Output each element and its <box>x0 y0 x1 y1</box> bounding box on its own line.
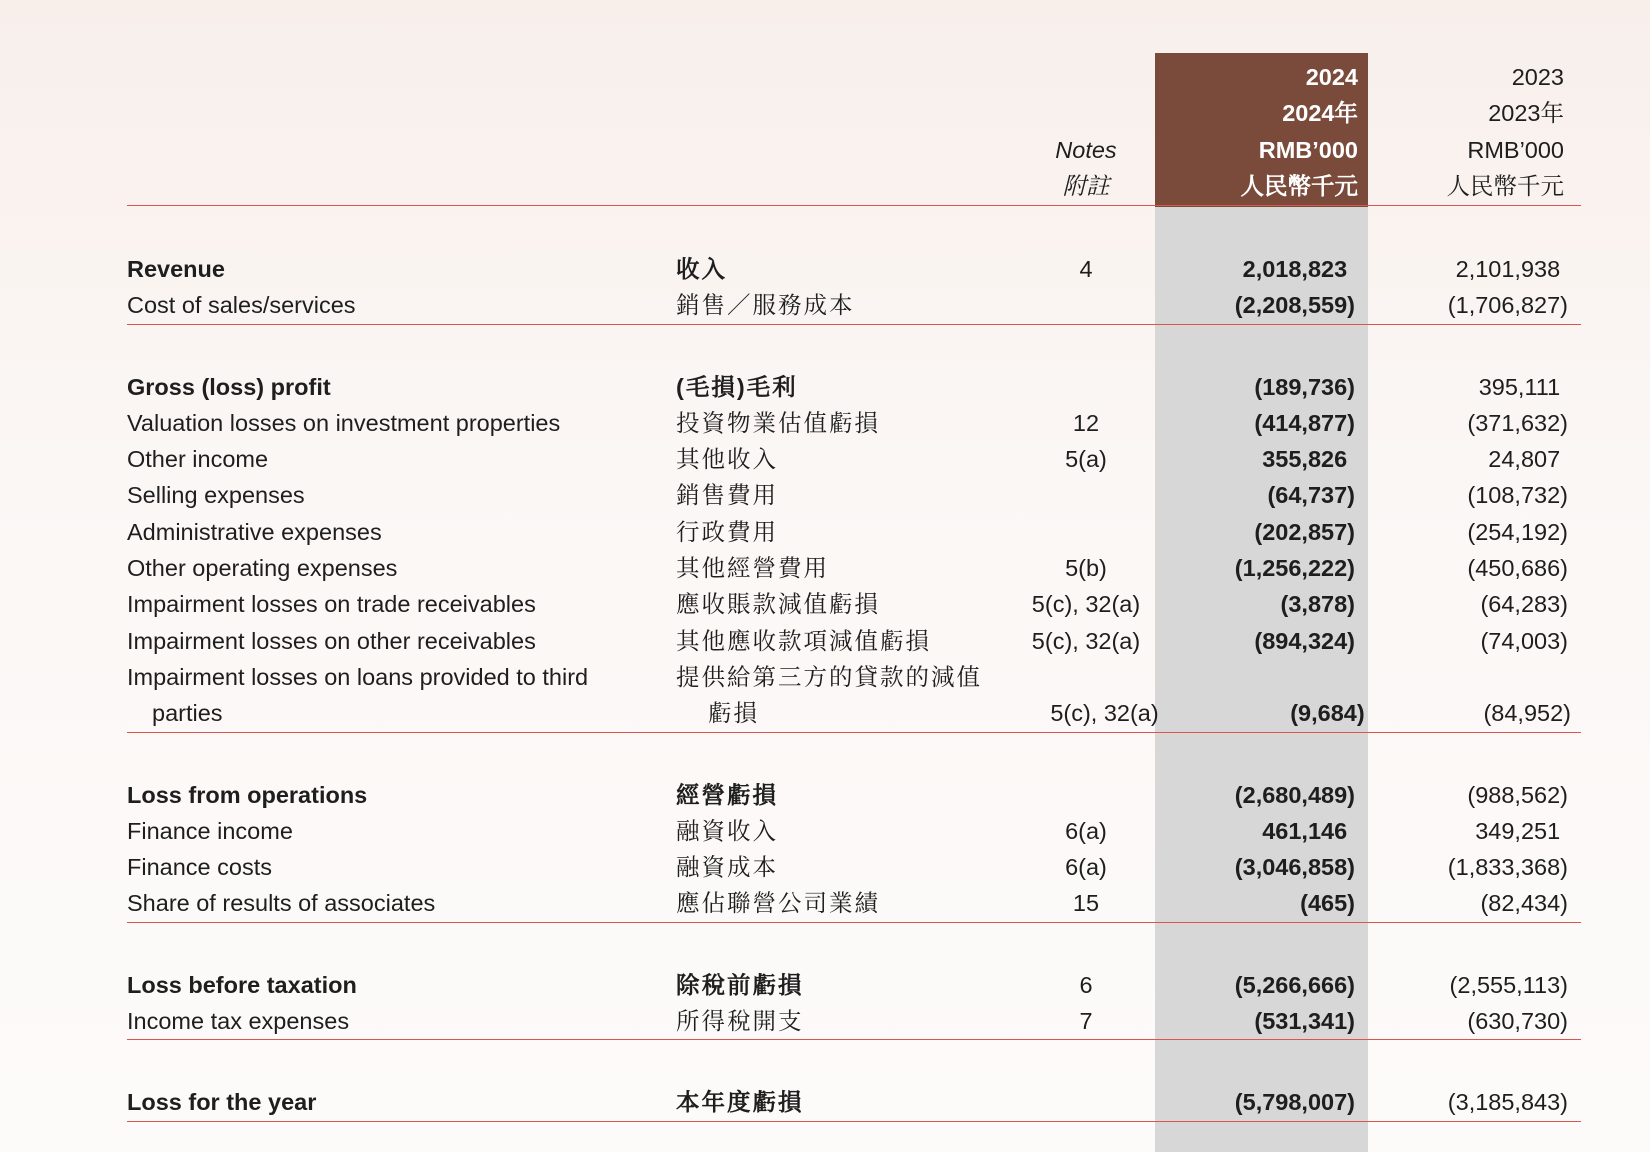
line-item-label: Share of results of associates <box>127 890 436 917</box>
prior-year-value-text: (630,730) <box>1467 1008 1568 1035</box>
note-reference: 5(c), 32(a) <box>1031 627 1141 654</box>
prior-year-value-text: (450,686) <box>1467 555 1568 582</box>
current-year-value-text: (465) <box>1300 890 1355 917</box>
note-reference <box>1020 369 1152 405</box>
prior-year-value <box>1365 405 1578 441</box>
row-group <box>127 733 1581 923</box>
prior-year-value-text: 24,807 <box>1488 446 1561 473</box>
current-year-value <box>1152 849 1365 885</box>
prior-year-value <box>1375 695 1581 731</box>
prior-year-value-text: (82,434) <box>1480 890 1568 917</box>
prior-year-value <box>1365 885 1578 921</box>
current-year-value <box>1152 405 1365 441</box>
current-year-header <box>1155 59 1358 204</box>
line-item-label: Income tax expenses <box>127 1008 350 1035</box>
current-year-value <box>1152 514 1365 550</box>
line-item-label-zh: 銷售費用 <box>676 482 778 509</box>
note-reference <box>1020 777 1152 813</box>
notes-header-zh: 附註 <box>1062 172 1110 199</box>
line-item-label: Selling expenses <box>127 482 305 509</box>
current-year-value-text: (3,046,858) <box>1234 854 1355 881</box>
current-year-value <box>1152 813 1365 849</box>
notes-header-en: Notes <box>1055 136 1117 163</box>
prior-year-value <box>1365 967 1578 1003</box>
current-year-value <box>1152 623 1365 659</box>
current-year-value-text: (64,737) <box>1267 482 1355 509</box>
current-year-value <box>1152 885 1365 921</box>
line-item-label: Finance income <box>127 817 293 844</box>
row-group <box>127 325 1581 733</box>
prior-year-value-text: (3,185,843) <box>1447 1089 1568 1116</box>
current-year-value-text: (894,324) <box>1254 627 1355 654</box>
line-item-label-zh: 應收賬款減值虧損 <box>676 591 880 618</box>
prior-year-value <box>1365 477 1578 513</box>
line-item-label-zh: 應佔聯營公司業績 <box>676 890 880 917</box>
note-reference: 7 <box>1079 1008 1093 1035</box>
line-item-label: Administrative expenses <box>127 518 382 545</box>
line-item-label-zh: 行政費用 <box>676 518 778 545</box>
prior-year-label: 2023 <box>1511 64 1564 90</box>
prior-year-header <box>1368 59 1564 204</box>
line-item-label-zh: (毛損)毛利 <box>676 373 798 400</box>
current-year-value <box>1152 777 1365 813</box>
prior-year-value-text: (84,952) <box>1483 700 1571 727</box>
line-item-label: Loss for the year <box>127 1089 317 1116</box>
note-reference <box>1020 1084 1152 1120</box>
line-item-label: Impairment losses on trade receivables <box>127 591 536 618</box>
line-item-label-zh: 除稅前虧損 <box>676 971 804 998</box>
row-group <box>127 207 1581 325</box>
line-item-label: Valuation losses on investment properties <box>127 409 561 436</box>
current-year-value <box>1152 477 1365 513</box>
note-reference: 15 <box>1072 890 1100 917</box>
table-row <box>127 477 1581 513</box>
current-year-value-text: (531,341) <box>1254 1008 1355 1035</box>
line-item-label-zh: 投資物業估值虧損 <box>676 409 880 436</box>
table-row <box>127 695 1581 731</box>
note-reference: 5(a) <box>1065 446 1107 473</box>
prior-year-value <box>1365 623 1578 659</box>
current-year-value-text: (414,877) <box>1254 409 1355 436</box>
current-year-value-text: (3,878) <box>1280 591 1355 618</box>
line-item-label-zh: 虧損 <box>707 700 759 727</box>
current-year-value-text: 2,018,823 <box>1242 256 1348 282</box>
table-row <box>127 441 1581 477</box>
line-item-label-zh: 其他經營費用 <box>676 555 829 582</box>
line-item-label: Impairment losses on loans provided to third <box>127 663 589 690</box>
line-item-label-zh: 收入 <box>676 256 727 282</box>
line-item-label-zh: 融資收入 <box>676 817 778 844</box>
prior-year-value-text: (64,283) <box>1480 591 1568 618</box>
line-item-label: Loss before taxation <box>127 971 357 998</box>
notes-header <box>1020 132 1152 205</box>
prior-year-value <box>1365 1084 1578 1120</box>
prior-year-value-text: (108,732) <box>1467 482 1568 509</box>
prior-year-value-text: (254,192) <box>1467 518 1568 545</box>
prior-year-value <box>1365 251 1578 287</box>
current-year-value <box>1152 1003 1365 1039</box>
table-row <box>127 967 1581 1003</box>
line-item-label: Other income <box>127 446 269 473</box>
prior-year-value-text: (74,003) <box>1480 627 1568 654</box>
line-item-label: Loss from operations <box>127 781 368 808</box>
prior-year-value <box>1365 849 1578 885</box>
table-row <box>127 251 1581 287</box>
table-row <box>127 777 1581 813</box>
line-item-label-zh: 其他收入 <box>676 446 778 473</box>
current-year-label: 2024 <box>1305 64 1358 90</box>
table-row <box>127 623 1581 659</box>
table-row <box>127 885 1581 921</box>
table-row <box>127 1003 1581 1039</box>
prior-year-value-text: (1,706,827) <box>1447 292 1568 319</box>
prior-year-value <box>1365 550 1578 586</box>
prior-year-value-text: (371,632) <box>1467 409 1568 436</box>
current-year-value <box>1152 586 1365 622</box>
prior-year-value <box>1365 441 1578 477</box>
table-row <box>127 849 1581 885</box>
prior-year-value-text: (2,555,113) <box>1449 971 1568 998</box>
line-item-label-zh: 提供給第三方的貸款的減值 <box>676 663 982 690</box>
note-reference: 5(b) <box>1065 555 1107 582</box>
table-row <box>127 586 1581 622</box>
current-year-value-text: (5,798,007) <box>1234 1089 1355 1116</box>
note-reference <box>1020 477 1152 513</box>
prior-currency-label-zh: 人民幣千元 <box>1446 172 1564 199</box>
current-year-value-text: (189,736) <box>1254 373 1355 400</box>
note-reference: 5(c), 32(a) <box>1031 591 1141 618</box>
current-year-value <box>1152 441 1365 477</box>
current-year-value <box>1152 287 1365 323</box>
line-item-label-zh: 本年度虧損 <box>676 1089 804 1116</box>
table-row <box>127 287 1581 323</box>
current-year-value-text: (2,208,559) <box>1234 292 1355 319</box>
prior-year-value <box>1365 813 1578 849</box>
prior-year-value-text: (988,562) <box>1467 781 1568 808</box>
note-reference <box>1020 514 1152 550</box>
current-currency-label: RMB’000 <box>1258 136 1358 163</box>
note-reference <box>1020 287 1152 323</box>
current-year-value-text: 355,826 <box>1262 446 1348 473</box>
table-row <box>127 813 1581 849</box>
current-currency-label-zh: 人民幣千元 <box>1240 172 1358 199</box>
row-group <box>127 1040 1581 1121</box>
table-row <box>127 1084 1581 1120</box>
current-year-value <box>1152 967 1365 1003</box>
prior-year-value-text: (1,833,368) <box>1447 854 1568 881</box>
prior-currency-label: RMB’000 <box>1467 136 1564 163</box>
line-item-label: Impairment losses on other receivables <box>127 627 536 654</box>
current-year-value-text: (1,256,222) <box>1234 555 1355 582</box>
prior-year-label-zh: 2023年 <box>1488 100 1564 127</box>
note-reference: 12 <box>1072 409 1100 436</box>
note-reference: 6 <box>1079 971 1093 998</box>
table-row <box>127 550 1581 586</box>
line-item-label: Cost of sales/services <box>127 292 356 319</box>
line-item-label: Gross (loss) profit <box>127 373 331 400</box>
note-reference: 5(c), 32(a) <box>1050 700 1159 727</box>
current-year-value-text: (9,684) <box>1290 700 1365 727</box>
line-item-label-zh: 所得稅開支 <box>676 1008 804 1035</box>
prior-year-value <box>1365 369 1578 405</box>
prior-year-value-text: 395,111 <box>1478 373 1561 400</box>
line-item-label-zh: 融資成本 <box>676 854 778 881</box>
line-item-label-zh: 其他應收款項減值虧損 <box>676 627 931 654</box>
prior-year-value <box>1365 287 1578 323</box>
line-item-label: parties <box>152 700 223 727</box>
current-year-value <box>1152 251 1365 287</box>
prior-year-value <box>1365 1003 1578 1039</box>
note-reference: 4 <box>1079 256 1093 282</box>
table-header <box>127 59 1581 206</box>
line-item-label: Revenue <box>127 256 225 282</box>
note-reference: 6(a) <box>1065 854 1107 881</box>
line-item-label-zh: 經營虧損 <box>676 781 778 808</box>
line-item-label: Other operating expenses <box>127 555 398 582</box>
current-year-label-zh: 2024年 <box>1282 100 1358 127</box>
current-year-value <box>1152 550 1365 586</box>
current-year-value <box>1152 369 1365 405</box>
current-year-value-text: 461,146 <box>1262 817 1348 844</box>
current-year-value-text: (2,680,489) <box>1234 781 1355 808</box>
prior-year-value <box>1365 514 1578 550</box>
note-reference: 6(a) <box>1065 817 1107 844</box>
table-row <box>127 369 1581 405</box>
table-row <box>127 659 1581 695</box>
table-row <box>127 405 1581 441</box>
current-year-value-text: (202,857) <box>1254 518 1355 545</box>
prior-year-value-text: 349,251 <box>1475 817 1561 844</box>
line-item-label-zh: 銷售／服務成本 <box>676 292 855 319</box>
current-year-value <box>1152 1084 1365 1120</box>
current-year-value <box>1168 695 1374 731</box>
prior-year-value-text: 2,101,938 <box>1455 256 1561 282</box>
prior-year-value <box>1365 777 1578 813</box>
current-year-value-text: (5,266,666) <box>1234 971 1355 998</box>
table-row <box>127 514 1581 550</box>
row-group <box>127 923 1581 1041</box>
line-item-label: Finance costs <box>127 854 272 881</box>
table-body <box>127 207 1581 1122</box>
prior-year-value <box>1365 586 1578 622</box>
